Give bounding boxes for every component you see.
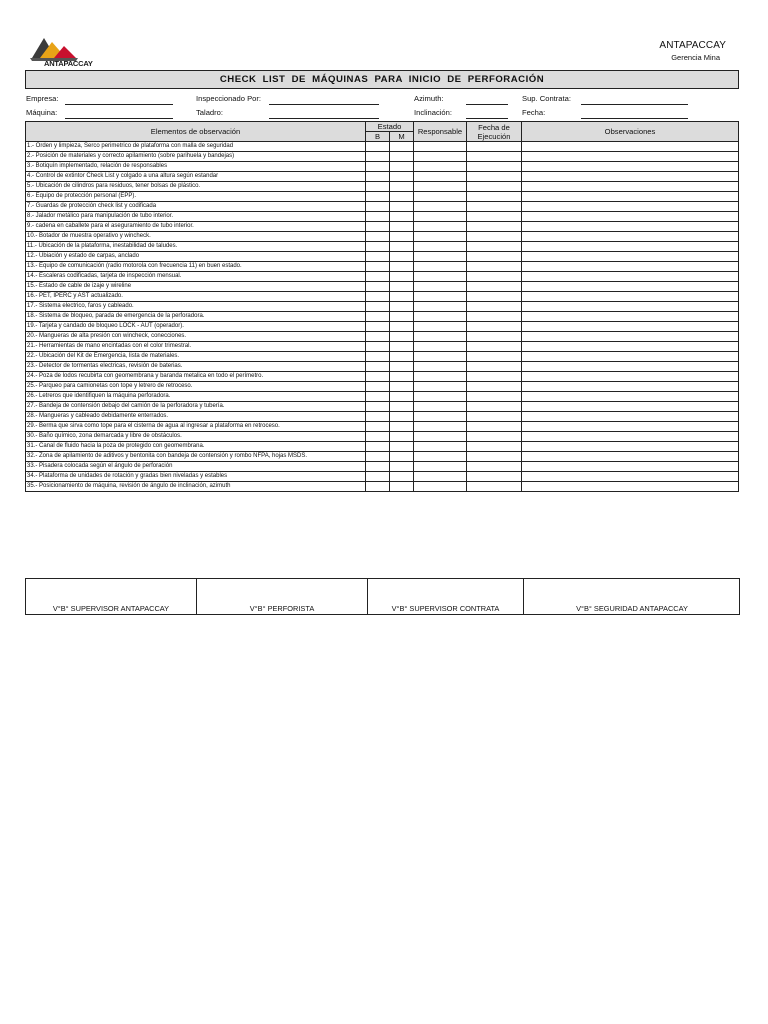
- responsable-cell[interactable]: [414, 162, 467, 172]
- item-text: 5.- Ubicación de cilindros para residuos, tener bolsas de plástico.: [26, 182, 366, 192]
- observaciones-cell[interactable]: [522, 232, 739, 242]
- observaciones-cell[interactable]: [522, 302, 739, 312]
- observaciones-cell[interactable]: [522, 452, 739, 462]
- observaciones-cell[interactable]: [522, 322, 739, 332]
- estado-b-cell[interactable]: [366, 382, 390, 392]
- company-name: ANTAPACCAY: [659, 40, 726, 51]
- col-header-fecha-ejecucion: [467, 122, 522, 142]
- estado-b-cell[interactable]: [366, 252, 390, 262]
- fecha-ejecucion-cell[interactable]: [467, 142, 522, 152]
- estado-m-cell[interactable]: [390, 332, 414, 342]
- fecha-ejecucion-cell[interactable]: [467, 392, 522, 402]
- table-row: [26, 482, 739, 492]
- estado-b-cell[interactable]: [366, 412, 390, 422]
- sup-contrata-field[interactable]: [581, 104, 688, 105]
- fecha-ejecucion-cell[interactable]: [467, 252, 522, 262]
- responsable-cell[interactable]: [414, 462, 467, 472]
- estado-b-cell[interactable]: [366, 302, 390, 312]
- observaciones-cell[interactable]: [522, 172, 739, 182]
- item-text: 31.- Canal de fluido hacia la poza de protegido con geomembrana.: [26, 442, 366, 452]
- responsable-cell[interactable]: [414, 272, 467, 282]
- item-text: 13.- Equipo de comunicación (radio motorola con frecuencia 11) en buen estado.: [26, 262, 366, 272]
- responsable-cell[interactable]: [414, 372, 467, 382]
- estado-m-cell[interactable]: [390, 242, 414, 252]
- azimuth-field[interactable]: [466, 104, 508, 105]
- fecha-ejecucion-cell[interactable]: [467, 382, 522, 392]
- estado-m-cell[interactable]: [390, 252, 414, 262]
- item-text: 9.- cadena en caballete para el aseguramiento de tubo interior.: [26, 222, 366, 232]
- fecha-ejecucion-cell[interactable]: [467, 292, 522, 302]
- item-text: 26.- Letreros que identifiquen la máquina perforadora.: [26, 392, 366, 402]
- observaciones-cell[interactable]: [522, 262, 739, 272]
- item-text: 8.- Jalador metálico para manipulación de tubo interior.: [26, 212, 366, 222]
- responsable-cell[interactable]: [414, 362, 467, 372]
- estado-b-cell[interactable]: [366, 392, 390, 402]
- table-row: [26, 262, 739, 272]
- estado-m-cell[interactable]: [390, 352, 414, 362]
- table-row: [26, 212, 739, 222]
- estado-m-cell[interactable]: [390, 372, 414, 382]
- estado-b-cell[interactable]: [366, 212, 390, 222]
- col-header-observaciones: Observaciones: [522, 122, 739, 142]
- observaciones-cell[interactable]: [522, 332, 739, 342]
- observaciones-cell[interactable]: [522, 402, 739, 412]
- item-text: 1.- Orden y limpieza, Serco perimetrico de plataforma con malla de seguridad: [26, 142, 366, 152]
- responsable-cell[interactable]: [414, 432, 467, 442]
- item-text: 30.- Baño químico, zona demarcada y libre de obstáculos.: [26, 432, 366, 442]
- inclinacion-field[interactable]: [466, 118, 508, 119]
- estado-b-cell[interactable]: [366, 452, 390, 462]
- estado-b-cell[interactable]: [366, 182, 390, 192]
- estado-m-cell[interactable]: [390, 282, 414, 292]
- item-text: 10.- Botador de muestra operativo y wincheck.: [26, 232, 366, 242]
- estado-m-cell[interactable]: [390, 362, 414, 372]
- signature-perforista[interactable]: [197, 579, 368, 614]
- estado-m-cell[interactable]: [390, 182, 414, 192]
- observaciones-cell[interactable]: [522, 362, 739, 372]
- item-text: 20.- Mangueras de alta presión con wincheck, conecciones.: [26, 332, 366, 342]
- table-row: [26, 422, 739, 432]
- responsable-cell[interactable]: [414, 172, 467, 182]
- observaciones-cell[interactable]: [522, 472, 739, 482]
- responsable-cell[interactable]: [414, 312, 467, 322]
- fecha-ejecucion-cell[interactable]: [467, 152, 522, 162]
- estado-m-cell[interactable]: [390, 442, 414, 452]
- table-row: [26, 332, 739, 342]
- estado-b-cell[interactable]: [366, 312, 390, 322]
- item-text: 28.- Mangueras y cableado debidamente enterrados.: [26, 412, 366, 422]
- table-row: [26, 312, 739, 322]
- item-text: 3.- Botiquín implementado, relación de responsables: [26, 162, 366, 172]
- table-row: [26, 412, 739, 422]
- azimuth-label: Azimuth:: [414, 94, 444, 103]
- observaciones-cell[interactable]: [522, 242, 739, 252]
- table-row: [26, 342, 739, 352]
- responsable-cell[interactable]: [414, 382, 467, 392]
- table-row: [26, 452, 739, 462]
- item-text: 17.- Sistema electrico, faros y cableado.: [26, 302, 366, 312]
- signature-label: V°B° PERFORISTA: [249, 604, 315, 613]
- item-text: 18.- Sistema de bloqueo, parada de emergencia de la perforadora.: [26, 312, 366, 322]
- estado-b-cell[interactable]: [366, 232, 390, 242]
- table-row: [26, 172, 739, 182]
- estado-b-cell[interactable]: [366, 472, 390, 482]
- estado-m-cell[interactable]: [390, 472, 414, 482]
- inspeccionado-label: Inspeccionado Por:: [196, 94, 262, 103]
- table-row: [26, 142, 739, 152]
- fecha-field[interactable]: [581, 118, 688, 119]
- table-row: [26, 192, 739, 202]
- observaciones-cell[interactable]: [522, 442, 739, 452]
- item-text: 2.- Posición de materiales y correcto apilamiento (sobre parihuela y bandejas): [26, 152, 366, 162]
- responsable-cell[interactable]: [414, 402, 467, 412]
- responsable-cell[interactable]: [414, 392, 467, 402]
- item-text: 15.- Estado de cable de izaje y wireline: [26, 282, 366, 292]
- observaciones-cell[interactable]: [522, 152, 739, 162]
- col-header-m: M: [390, 132, 414, 142]
- item-text: 34.- Plataforma de unidades de rotación y gradas bien niveladas y estables: [26, 472, 366, 482]
- observaciones-cell[interactable]: [522, 352, 739, 362]
- responsable-cell[interactable]: [414, 342, 467, 352]
- estado-m-cell[interactable]: [390, 212, 414, 222]
- estado-m-cell[interactable]: [390, 292, 414, 302]
- brand-block: [560, 40, 726, 62]
- estado-b-cell[interactable]: [366, 342, 390, 352]
- fecha-ejecucion-cell[interactable]: [467, 222, 522, 232]
- observaciones-cell[interactable]: [522, 162, 739, 172]
- responsable-cell[interactable]: [414, 152, 467, 162]
- responsable-cell[interactable]: [414, 182, 467, 192]
- observaciones-cell[interactable]: [522, 312, 739, 322]
- estado-m-cell[interactable]: [390, 482, 414, 492]
- responsable-cell[interactable]: [414, 142, 467, 152]
- table-row: [26, 432, 739, 442]
- observaciones-cell[interactable]: [522, 192, 739, 202]
- fecha-ejecucion-cell[interactable]: [467, 192, 522, 202]
- signature-seguridad-antapaccay[interactable]: [524, 579, 740, 614]
- estado-b-cell[interactable]: [366, 322, 390, 332]
- item-text: 7.- Guardas de protección check list y codificada: [26, 202, 366, 212]
- col-header-b: B: [366, 132, 390, 142]
- estado-m-cell[interactable]: [390, 142, 414, 152]
- fecha-ejecucion-cell[interactable]: [467, 172, 522, 182]
- fecha-ejecucion-cell[interactable]: [467, 212, 522, 222]
- responsable-cell[interactable]: [414, 292, 467, 302]
- maquina-label: Máquina:: [26, 108, 58, 117]
- responsable-cell[interactable]: [414, 232, 467, 242]
- signature-box: [25, 578, 740, 615]
- fecha-ejecucion-cell[interactable]: [467, 412, 522, 422]
- signature-supervisor-antapaccay[interactable]: [26, 579, 197, 614]
- observaciones-cell[interactable]: [522, 462, 739, 472]
- responsable-cell[interactable]: [414, 302, 467, 312]
- estado-m-cell[interactable]: [390, 222, 414, 232]
- table-row: [26, 272, 739, 282]
- inspeccionado-field[interactable]: [269, 104, 379, 105]
- observaciones-cell[interactable]: [522, 142, 739, 152]
- department-name: Gerencia Mina: [671, 53, 720, 62]
- responsable-cell[interactable]: [414, 282, 467, 292]
- fecha-ejecucion-cell[interactable]: [467, 352, 522, 362]
- estado-m-cell[interactable]: [390, 382, 414, 392]
- item-text: 35.- Posicionamiento de máquina, revisión de ángulo de inclinación, azimuth: [26, 482, 366, 492]
- estado-m-cell[interactable]: [390, 392, 414, 402]
- fecha-ejecucion-cell[interactable]: [467, 232, 522, 242]
- estado-m-cell[interactable]: [390, 202, 414, 212]
- table-row: [26, 232, 739, 242]
- observaciones-cell[interactable]: [522, 372, 739, 382]
- company-logo: [26, 34, 106, 70]
- table-row: [26, 322, 739, 332]
- observaciones-cell[interactable]: [522, 422, 739, 432]
- observaciones-cell[interactable]: [522, 222, 739, 232]
- responsable-cell[interactable]: [414, 212, 467, 222]
- table-row: [26, 472, 739, 482]
- estado-m-cell[interactable]: [390, 322, 414, 332]
- estado-b-cell[interactable]: [366, 222, 390, 232]
- estado-m-cell[interactable]: [390, 452, 414, 462]
- estado-b-cell[interactable]: [366, 352, 390, 362]
- estado-m-cell[interactable]: [390, 302, 414, 312]
- estado-b-cell[interactable]: [366, 242, 390, 252]
- table-row: [26, 402, 739, 412]
- fecha-ejecucion-cell[interactable]: [467, 462, 522, 472]
- observaciones-cell[interactable]: [522, 382, 739, 392]
- table-row: [26, 242, 739, 252]
- item-text: 32.- Zona de apilamiento de aditivos y bentonita con bandeja de contensión y rombo NFPA, hojas MSDS.: [26, 452, 366, 462]
- fecha-ejecucion-cell[interactable]: [467, 302, 522, 312]
- estado-b-cell[interactable]: [366, 202, 390, 212]
- responsable-cell[interactable]: [414, 202, 467, 212]
- responsable-cell[interactable]: [414, 352, 467, 362]
- item-text: 29.- Berma que sirva como tope para el cisterna de agua al ingresar a plataforma en retroceso.: [26, 422, 366, 432]
- item-text: 6.- Equipo de protección personal (EPP).: [26, 192, 366, 202]
- table-row: [26, 162, 739, 172]
- observaciones-cell[interactable]: [522, 292, 739, 302]
- observaciones-cell[interactable]: [522, 412, 739, 422]
- estado-b-cell[interactable]: [366, 372, 390, 382]
- fecha-ejecucion-cell[interactable]: [467, 372, 522, 382]
- signature-supervisor-contrata[interactable]: [368, 579, 524, 614]
- item-text: 27.- Bandeja de contensión debajo del camión de la perforadora y tubería.: [26, 402, 366, 412]
- table-row: [26, 252, 739, 262]
- estado-m-cell[interactable]: [390, 172, 414, 182]
- estado-m-cell[interactable]: [390, 412, 414, 422]
- document-title: CHECK LIST DE MÁQUINAS PARA INICIO DE PERFORACIÓN: [25, 70, 739, 89]
- responsable-cell[interactable]: [414, 322, 467, 332]
- fecha-ejecucion-cell[interactable]: [467, 322, 522, 332]
- logo-text: ANTAPACCAY: [44, 59, 93, 68]
- item-text: 19.- Tarjeta y candado de bloqueo LOCK - AUT (operador).: [26, 322, 366, 332]
- item-text: 23.- Detector de tormentas electricas, revisión de baterias.: [26, 362, 366, 372]
- responsable-cell[interactable]: [414, 442, 467, 452]
- responsable-cell[interactable]: [414, 192, 467, 202]
- item-text: 22.- Ubicación del Kit de Emergencia, lista de materiales.: [26, 352, 366, 362]
- estado-b-cell[interactable]: [366, 162, 390, 172]
- responsable-cell[interactable]: [414, 472, 467, 482]
- estado-m-cell[interactable]: [390, 232, 414, 242]
- observaciones-cell[interactable]: [522, 212, 739, 222]
- estado-b-cell[interactable]: [366, 432, 390, 442]
- observaciones-cell[interactable]: [522, 432, 739, 442]
- col-header-estado: Estado: [366, 122, 414, 132]
- fecha-ejecucion-cell[interactable]: [467, 362, 522, 372]
- estado-m-cell[interactable]: [390, 402, 414, 412]
- estado-m-cell[interactable]: [390, 422, 414, 432]
- estado-b-cell[interactable]: [366, 282, 390, 292]
- checklist-body: [26, 142, 739, 492]
- estado-b-cell[interactable]: [366, 152, 390, 162]
- observaciones-cell[interactable]: [522, 482, 739, 492]
- responsable-cell[interactable]: [414, 242, 467, 252]
- item-text: 16.- PET, IPERC y AST actualizado.: [26, 292, 366, 302]
- table-row: [26, 202, 739, 212]
- estado-b-cell[interactable]: [366, 272, 390, 282]
- observaciones-cell[interactable]: [522, 182, 739, 192]
- estado-b-cell[interactable]: [366, 292, 390, 302]
- responsable-cell[interactable]: [414, 262, 467, 272]
- signature-label: V°B° SUPERVISOR CONTRATA: [391, 604, 500, 613]
- observaciones-cell[interactable]: [522, 392, 739, 402]
- fecha-ejecucion-line2: Ejecución: [477, 131, 511, 141]
- empresa-label: Empresa:: [26, 94, 59, 103]
- estado-m-cell[interactable]: [390, 262, 414, 272]
- observaciones-cell[interactable]: [522, 252, 739, 262]
- fecha-ejecucion-cell[interactable]: [467, 262, 522, 272]
- responsable-cell[interactable]: [414, 452, 467, 462]
- empresa-field[interactable]: [65, 104, 173, 105]
- estado-b-cell[interactable]: [366, 462, 390, 472]
- estado-m-cell[interactable]: [390, 192, 414, 202]
- sup-contrata-label: Sup. Contrata:: [522, 94, 571, 103]
- table-row: [26, 182, 739, 192]
- table-row: [26, 282, 739, 292]
- estado-b-cell[interactable]: [366, 142, 390, 152]
- responsable-cell[interactable]: [414, 332, 467, 342]
- responsable-cell[interactable]: [414, 222, 467, 232]
- table-row: [26, 442, 739, 452]
- signature-label: V°B° SUPERVISOR ANTAPACCAY: [52, 604, 170, 613]
- table-row: [26, 392, 739, 402]
- estado-m-cell[interactable]: [390, 342, 414, 352]
- estado-b-cell[interactable]: [366, 262, 390, 272]
- estado-b-cell[interactable]: [366, 332, 390, 342]
- fecha-ejecucion-cell[interactable]: [467, 282, 522, 292]
- fecha-ejecucion-cell[interactable]: [467, 272, 522, 282]
- table-row: [26, 372, 739, 382]
- fecha-ejecucion-cell[interactable]: [467, 422, 522, 432]
- observaciones-cell[interactable]: [522, 282, 739, 292]
- table-row: [26, 302, 739, 312]
- taladro-label: Taladro:: [196, 108, 224, 117]
- responsable-cell[interactable]: [414, 422, 467, 432]
- responsable-cell[interactable]: [414, 412, 467, 422]
- fecha-ejecucion-cell[interactable]: [467, 452, 522, 462]
- observaciones-cell[interactable]: [522, 202, 739, 212]
- maquina-field[interactable]: [65, 118, 173, 119]
- item-text: 12.- Ubiación y estado de carpas, anclado: [26, 252, 366, 262]
- fecha-ejecucion-cell[interactable]: [467, 332, 522, 342]
- estado-b-cell[interactable]: [366, 192, 390, 202]
- fecha-ejecucion-line1: Fecha de: [478, 122, 510, 132]
- estado-b-cell[interactable]: [366, 422, 390, 432]
- fecha-ejecucion-cell[interactable]: [467, 162, 522, 172]
- fecha-ejecucion-cell[interactable]: [467, 342, 522, 352]
- fecha-ejecucion-cell[interactable]: [467, 402, 522, 412]
- estado-m-cell[interactable]: [390, 312, 414, 322]
- estado-b-cell[interactable]: [366, 442, 390, 452]
- signature-label: V°B° SEGURIDAD ANTAPACCAY: [576, 604, 688, 613]
- table-row: [26, 362, 739, 372]
- inclinacion-label: Inclinación:: [414, 108, 452, 117]
- checklist-table: [25, 121, 739, 492]
- item-text: 33.- Pisadera colocada según el ángulo de perforación: [26, 462, 366, 472]
- estado-m-cell[interactable]: [390, 462, 414, 472]
- fecha-label: Fecha:: [522, 108, 546, 117]
- taladro-field[interactable]: [269, 118, 379, 119]
- estado-m-cell[interactable]: [390, 162, 414, 172]
- estado-b-cell[interactable]: [366, 362, 390, 372]
- table-row: [26, 152, 739, 162]
- fecha-ejecucion-cell[interactable]: [467, 312, 522, 322]
- estado-m-cell[interactable]: [390, 152, 414, 162]
- fecha-ejecucion-cell[interactable]: [467, 182, 522, 192]
- col-header-elementos: Elementos de observación: [26, 122, 366, 142]
- observaciones-cell[interactable]: [522, 272, 739, 282]
- table-row: [26, 222, 739, 232]
- table-row: [26, 292, 739, 302]
- responsable-cell[interactable]: [414, 252, 467, 262]
- item-text: 25.- Parqueo para camionetas con tope y letrero de retroceso.: [26, 382, 366, 392]
- table-row: [26, 382, 739, 392]
- fecha-ejecucion-cell[interactable]: [467, 482, 522, 492]
- col-header-responsable: Responsable: [414, 122, 467, 142]
- observaciones-cell[interactable]: [522, 342, 739, 352]
- fecha-ejecucion-cell[interactable]: [467, 242, 522, 252]
- table-row: [26, 352, 739, 362]
- responsable-cell[interactable]: [414, 482, 467, 492]
- estado-b-cell[interactable]: [366, 482, 390, 492]
- fecha-ejecucion-cell[interactable]: [467, 202, 522, 212]
- fecha-ejecucion-cell[interactable]: [467, 432, 522, 442]
- item-text: 11.- Ubicación de la plataforma, inestabilidad de taludes.: [26, 242, 366, 252]
- item-text: 21.- Herramientas de mano encintadas con el color trimestral.: [26, 342, 366, 352]
- item-text: 14.- Escaleras codificadas, tarjeta de inspección mensual.: [26, 272, 366, 282]
- estado-b-cell[interactable]: [366, 172, 390, 182]
- estado-m-cell[interactable]: [390, 272, 414, 282]
- table-row: [26, 462, 739, 472]
- item-text: 24.- Poza de lodos recubirta con geomembrana y baranda metalica en todo el perímetro.: [26, 372, 366, 382]
- item-text: 4.- Control de extintor Check List y colgado a una altura según estandar: [26, 172, 366, 182]
- estado-m-cell[interactable]: [390, 432, 414, 442]
- fecha-ejecucion-cell[interactable]: [467, 472, 522, 482]
- estado-b-cell[interactable]: [366, 402, 390, 412]
- fecha-ejecucion-cell[interactable]: [467, 442, 522, 452]
